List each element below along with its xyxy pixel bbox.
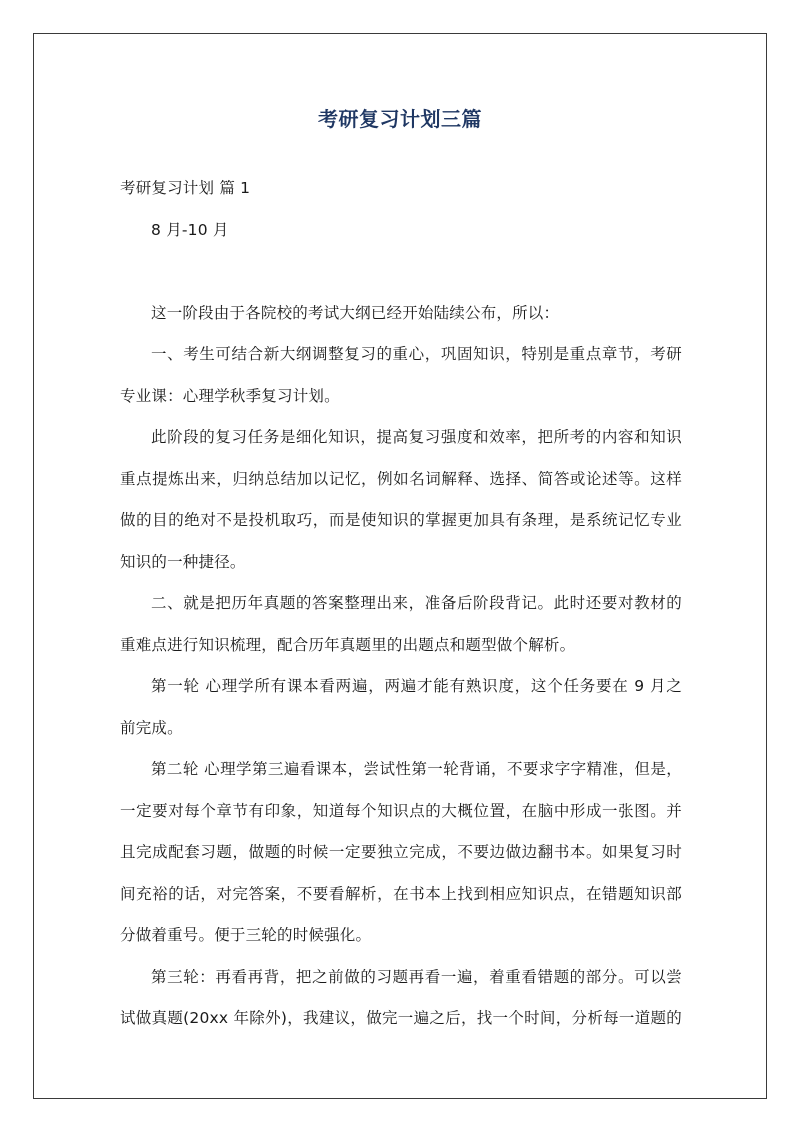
paragraph-line: 试做真题(20xx 年除外)，我建议，做完一遍之后，找一个时间，分析每一道题的 (120, 1009, 682, 1027)
paragraph-line: 重点提炼出来，归纳总结加以记忆，例如名词解释、选择、简答或论述等。这样 (120, 469, 682, 488)
paragraph-line: 且完成配套习题，做题的时候一定要独立完成，不要边做边翻书本。如果复习时 (120, 843, 682, 861)
paragraph-line: 二、就是把历年真题的答案整理出来，准备后阶段背记。此时还要对教材的 (151, 594, 682, 612)
document-body (120, 168, 682, 1040)
paragraph-line: 知识的一种捷径。 (120, 552, 246, 571)
paragraph-line: 第三轮：再看再背，把之前做的习题再看一遍，着重看错题的部分。可以尝 (151, 967, 682, 986)
blank-line (120, 251, 682, 293)
paragraph-line: 这一阶段由于各院校的考试大纲已经开始陆续公布，所以： (151, 303, 560, 322)
paragraph-line: 一定要对每个章节有印象，知道每个知识点的大概位置，在脑中形成一张图。并 (120, 801, 682, 820)
paragraph-line: 专业课：心理学秋季复习计划。 (120, 386, 340, 405)
paragraph-line: 做的目的绝对不是投机取巧，而是使知识的掌握更加具有条理，是系统记忆专业 (120, 511, 682, 529)
paragraph-line: 此阶段的复习任务是细化知识，提高复习强度和效率，把所考的内容和知识 (151, 428, 682, 446)
date-range: 8 月-10 月 (151, 220, 229, 239)
paragraph-line: 间充裕的话，对完答案，不要看解析，在书本上找到相应知识点，在错题知识部 (120, 884, 682, 903)
document-title: 考研复习计划三篇 (318, 107, 482, 131)
paragraph-line: 第二轮 心理学第三遍看课本，尝试性第一轮背诵，不要求字字精准，但是， (151, 760, 682, 778)
section-heading: 考研复习计划 篇 1 (120, 179, 251, 197)
paragraph-line: 重难点进行知识梳理，配合历年真题里的出题点和题型做个解析。 (120, 635, 576, 654)
paragraph-line: 一、考生可结合新大纲调整复习的重心，巩固知识，特别是重点章节，考研 (151, 345, 682, 363)
paragraph-line: 第一轮 心理学所有课本看两遍，两遍才能有熟识度，这个任务要在 9 月之 (151, 677, 682, 695)
paragraph-line: 分做着重号。便于三轮的时候强化。 (120, 926, 372, 944)
paragraph-line: 前完成。 (120, 718, 183, 737)
